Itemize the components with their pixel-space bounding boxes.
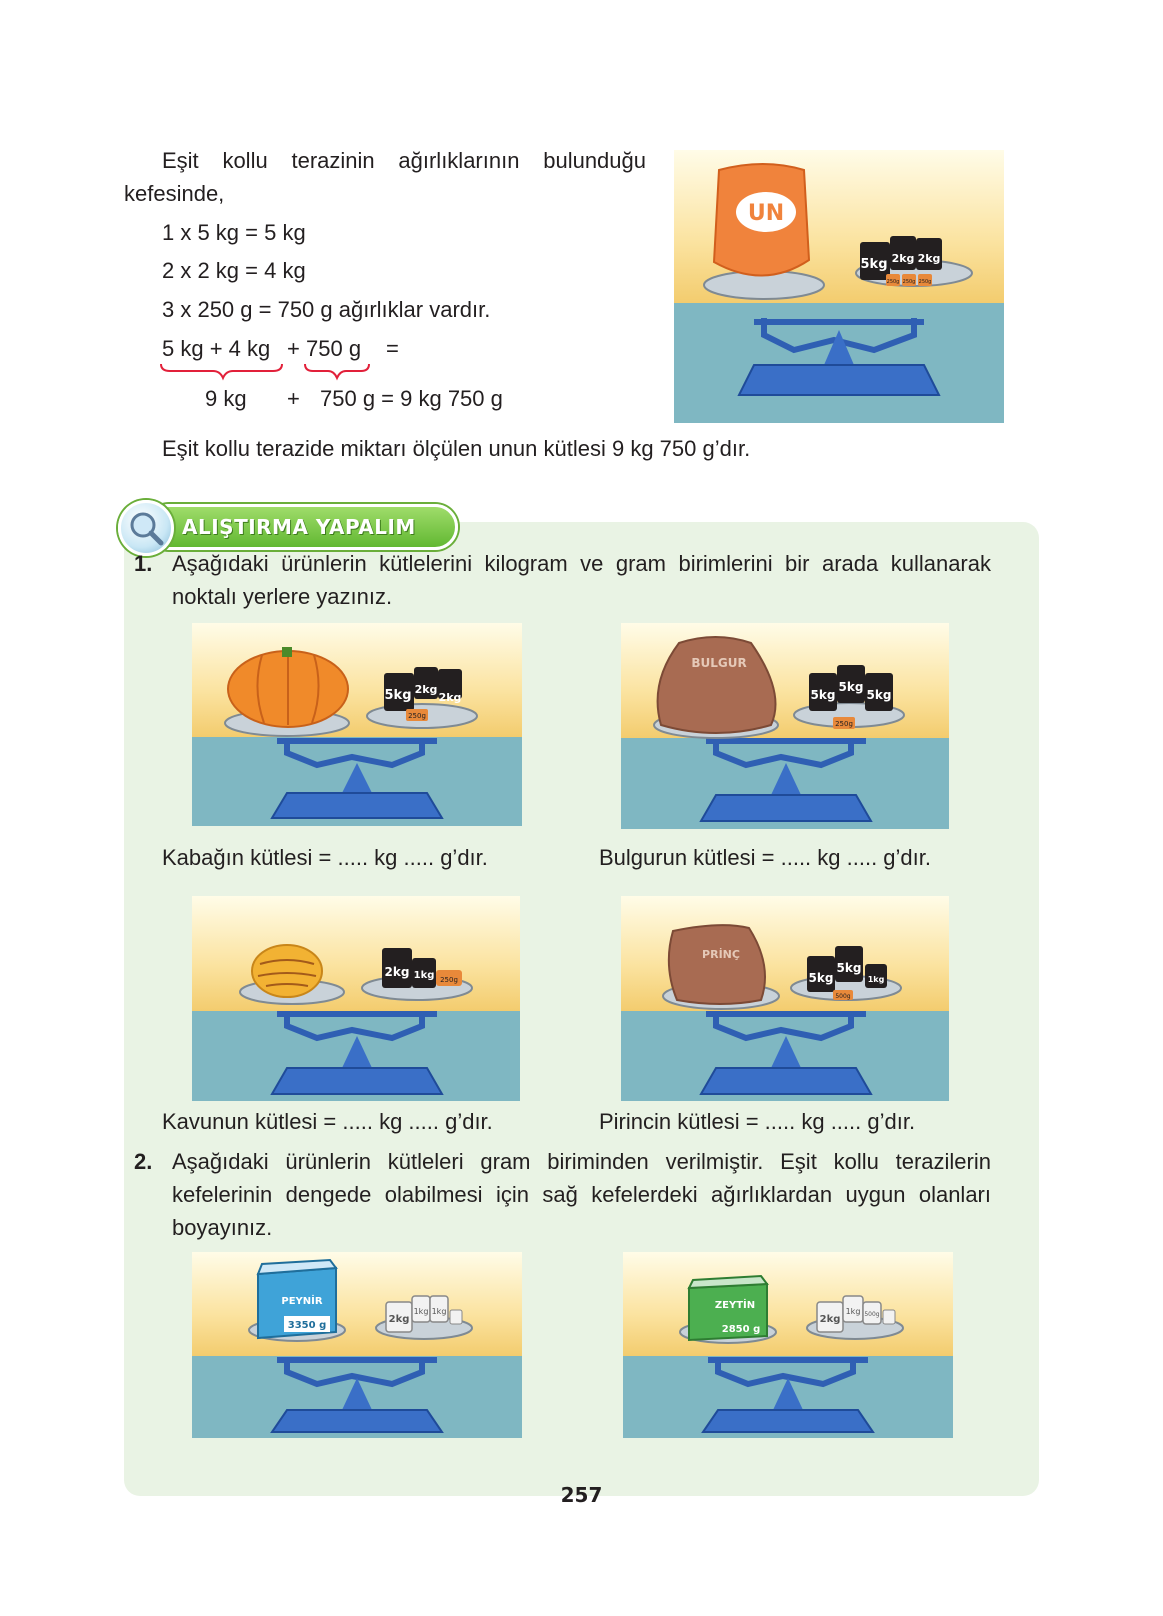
weight-label: 250g <box>886 279 900 285</box>
caption-pumpkin: Kabağın kütlesi = ..... kg ..... g’dır. <box>162 845 488 870</box>
weight-label: 2kg <box>819 1314 841 1325</box>
melon-balance-illustration <box>192 896 520 1101</box>
weight-label: 5kg <box>838 680 864 694</box>
weight-label: 1kg <box>413 970 435 981</box>
equation-1: 1 x 5 kg = 5 kg <box>162 220 306 245</box>
intro-line-2: kefesinde, <box>124 181 225 206</box>
rice-balance-illustration <box>621 896 949 1101</box>
weight-label: 250g <box>440 976 458 984</box>
result-part-b: 750 g = 9 kg 750 g <box>320 386 503 411</box>
badge-label: ALIŞTIRMA YAPALIM <box>182 515 416 539</box>
melon-icon <box>252 945 322 997</box>
pumpkin-balance-illustration <box>192 623 522 826</box>
question-1-line-2: noktalı yerlere yazınız. <box>172 584 393 609</box>
caption-rice: Pirincin kütlesi = ..... kg ..... g’dır. <box>599 1109 916 1134</box>
intro-line-1: Eşit kollu terazinin ağırlıklarının bulunduğu <box>162 148 646 173</box>
weight-label: 5kg <box>384 688 412 703</box>
weight-label: 500g <box>864 1311 880 1318</box>
weight-label: 250g <box>902 279 916 285</box>
sack-label: PRİNÇ <box>702 948 740 961</box>
weight-label: 1kg <box>413 1307 429 1316</box>
weight-label: 5kg <box>860 257 888 272</box>
cheese-balance-illustration <box>192 1252 522 1438</box>
weight-label: 1kg <box>845 1307 861 1316</box>
question-2-line-1: Aşağıdaki ürünlerin kütleleri gram biriminden verilmiştir. Eşit kollu terazilerin <box>172 1149 991 1174</box>
sack-label: BULGUR <box>691 656 747 670</box>
flour-balance-illustration <box>674 150 1004 423</box>
caption-melon: Kavunun kütlesi = ..... kg ..... g’dır. <box>162 1109 493 1134</box>
exercise-badge <box>118 500 460 556</box>
sack-icon <box>658 637 776 733</box>
product-mass: 3350 g <box>287 1320 327 1331</box>
caption-bulgur: Bulgurun kütlesi = ..... kg ..... g’dır. <box>599 845 931 870</box>
sum-equals: = <box>386 336 399 361</box>
weight-label: 1kg <box>431 1307 447 1316</box>
weight-label: 2kg <box>891 252 915 265</box>
weight-label: 5kg <box>866 688 892 702</box>
sum-part-b: 750 g <box>306 336 362 361</box>
weight-label: 2kg <box>388 1314 410 1325</box>
question-2-line-2: kefelerinin dengede olabilmesi için sağ kefelerdeki ağırlıklardan uygun olanları <box>172 1182 991 1207</box>
page-number: 257 <box>560 1483 603 1507</box>
product-label: PEYNİR <box>281 1296 323 1307</box>
weight-label: 5kg <box>810 688 836 702</box>
weight-label: 250g <box>408 712 426 720</box>
weight-label: 5kg <box>808 971 834 985</box>
grouping-braces <box>158 360 378 382</box>
intro-conclusion: Eşit kollu terazide miktarı ölçülen unun kütlesi 9 kg 750 g’dır. <box>162 436 751 461</box>
weight-label: 2kg <box>438 691 462 704</box>
magnifier-icon <box>118 500 174 556</box>
weight-label: 2kg <box>917 252 941 265</box>
result-plus: + <box>287 386 300 411</box>
question-2-line-3: boyayınız. <box>172 1215 273 1240</box>
weight-label: 500g <box>835 993 851 1000</box>
weight-label: 2kg <box>384 965 410 979</box>
question-1-line-1: Aşağıdaki ürünlerin kütlelerini kilogram ve gram birimlerini bir arada kullanarak <box>172 551 991 576</box>
product-label: ZEYTİN <box>714 1300 756 1311</box>
weight-label: 250g <box>835 720 853 728</box>
weight-label: 1kg <box>867 975 885 984</box>
weight-label: 250g <box>918 279 932 285</box>
equation-3: 3 x 250 g = 750 g ağırlıklar vardır. <box>162 297 491 322</box>
result-part-a: 9 kg <box>205 386 247 411</box>
question-2-number: 2. <box>134 1149 153 1174</box>
sum-plus: + <box>287 336 300 361</box>
bulgur-balance-illustration <box>621 623 949 829</box>
product-mass: 2850 g <box>721 1324 761 1335</box>
sum-part-a: 5 kg + 4 kg <box>162 336 271 361</box>
sack-icon <box>669 925 765 1004</box>
equation-2: 2 x 2 kg = 4 kg <box>162 258 306 283</box>
balance-scale-icon <box>674 150 1004 423</box>
flour-bag-label: UN <box>747 201 785 226</box>
question-1-number: 1. <box>134 551 153 576</box>
weight-label: 2kg <box>414 683 438 696</box>
olive-balance-illustration <box>623 1252 953 1438</box>
weight-label: 5kg <box>836 961 862 975</box>
